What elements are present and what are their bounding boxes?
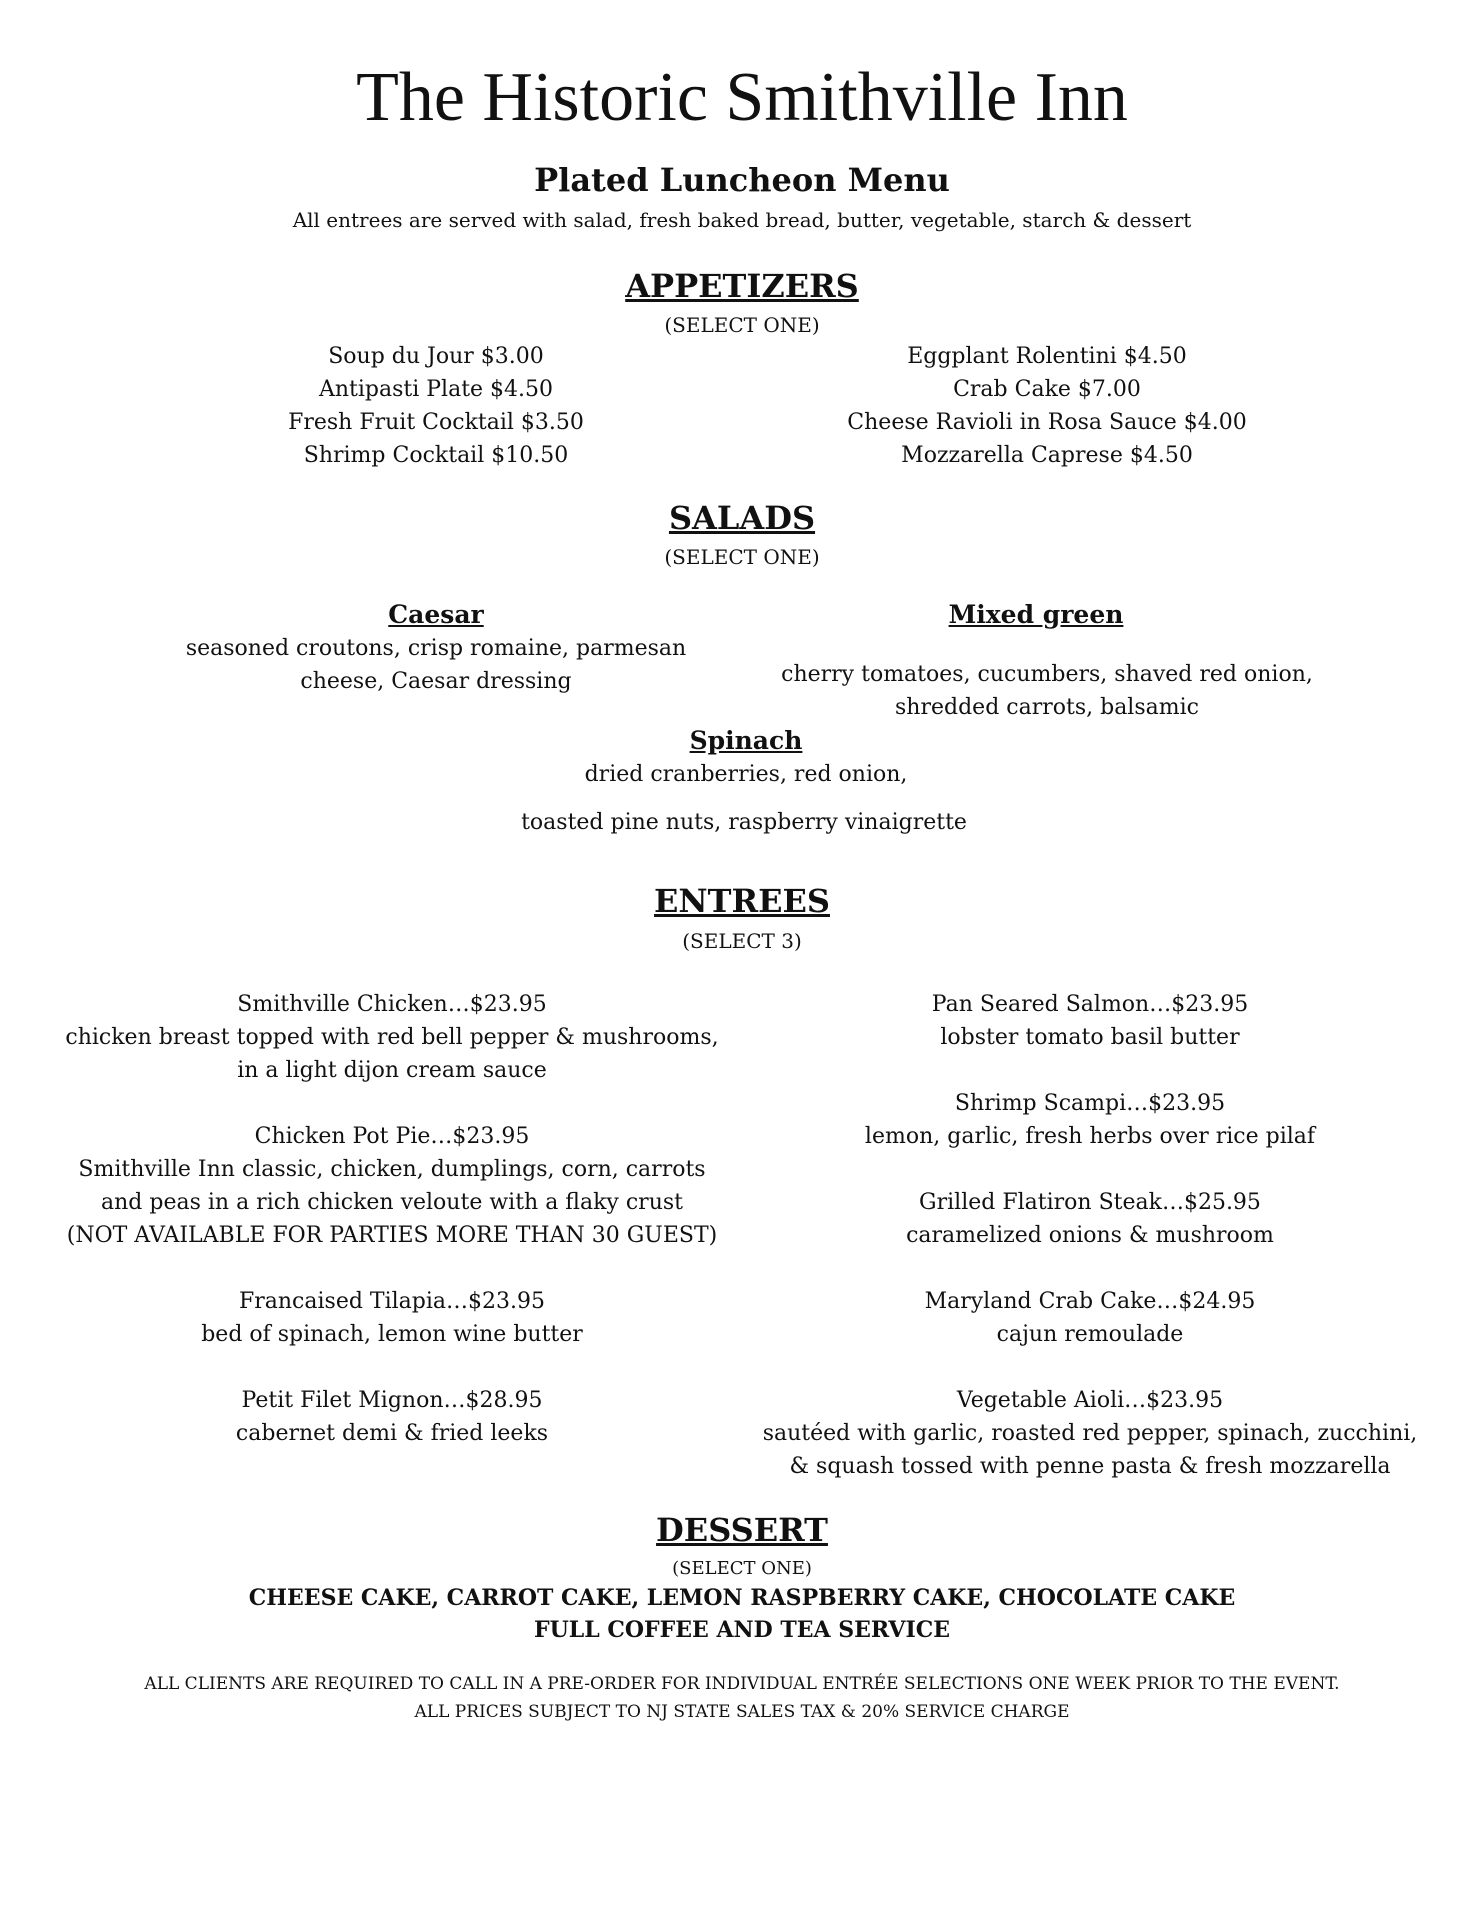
dessert-heading: DESSERT bbox=[656, 1511, 828, 1549]
salads-heading: SALADS bbox=[668, 499, 816, 537]
salad-name: Spinach bbox=[689, 726, 803, 755]
salad-description: dried cranberries, red onion, bbox=[584, 762, 908, 787]
appetizers-heading: APPETIZERS bbox=[625, 267, 859, 305]
entree-description: lemon, garlic, fresh herbs over rice pilaf bbox=[864, 1124, 1316, 1149]
dessert-note: (SELECT ONE) bbox=[672, 1558, 812, 1579]
entrees-right-column bbox=[763, 988, 1418, 1516]
entree-item bbox=[763, 1285, 1418, 1351]
entree-description: bed of spinach, lemon wine butter bbox=[201, 1322, 583, 1347]
entree-item bbox=[763, 1384, 1418, 1483]
appetizer-item: Crab Cake $7.00 bbox=[953, 377, 1141, 402]
entrees-heading: ENTREES bbox=[654, 882, 830, 920]
entree-description: chicken breast topped with red bell pepper & mushrooms, bbox=[65, 1025, 719, 1050]
appetizer-item: Antipasti Plate $4.50 bbox=[318, 377, 554, 402]
appetizer-item: Eggplant Rolentini $4.50 bbox=[907, 344, 1187, 369]
appetizer-item: Soup du Jour $3.00 bbox=[328, 344, 544, 369]
salad-name: Caesar bbox=[388, 600, 484, 629]
appetizers-right-column bbox=[847, 340, 1246, 472]
salad-mixed-green bbox=[949, 598, 1124, 632]
entree-description: cabernet demi & fried leeks bbox=[235, 1421, 549, 1446]
appetizer-item: Fresh Fruit Cocktail $3.50 bbox=[288, 410, 584, 435]
entree-item bbox=[763, 1087, 1418, 1153]
appetizer-item: Shrimp Cocktail $10.50 bbox=[303, 443, 569, 468]
entrees-left-column bbox=[65, 988, 718, 1483]
appetizer-item: Mozzarella Caprese $4.50 bbox=[901, 443, 1193, 468]
entree-description: in a light dijon cream sauce bbox=[237, 1058, 547, 1083]
entree-name: Grilled Flatiron Steak…$25.95 bbox=[919, 1190, 1261, 1215]
entree-item bbox=[763, 1186, 1418, 1252]
footer-preorder-note: ALL CLIENTS ARE REQUIRED TO CALL IN A PRE-ORDER FOR INDIVIDUAL ENTRÉE SELECTIONS ONE WEEK PRIOR TO THE EVENT. bbox=[144, 1674, 1340, 1694]
salad-description: cherry tomatoes, cucumbers, shaved red onion, bbox=[781, 662, 1313, 687]
entrees-note: (SELECT 3) bbox=[682, 929, 802, 953]
entree-description: caramelized onions & mushroom bbox=[906, 1223, 1274, 1248]
dessert-cakes: CHEESE CAKE, CARROT CAKE, LEMON RASPBERRY CAKE, CHOCOLATE CAKE bbox=[248, 1585, 1236, 1611]
entree-name: Shrimp Scampi…$23.95 bbox=[954, 1091, 1226, 1116]
appetizers-left-column bbox=[288, 340, 584, 472]
entree-name: Francaised Tilapia…$23.95 bbox=[238, 1289, 546, 1314]
entree-description: & squash tossed with penne pasta & fresh mozzarella bbox=[789, 1454, 1391, 1479]
entree-description: and peas in a rich chicken veloute with a flaky crust bbox=[101, 1190, 683, 1215]
entree-name: Petit Filet Mignon…$28.95 bbox=[241, 1388, 543, 1413]
entree-name: Chicken Pot Pie…$23.95 bbox=[254, 1124, 530, 1149]
salad-description: seasoned croutons, crisp romaine, parmesan bbox=[185, 636, 687, 661]
entree-item bbox=[763, 988, 1418, 1054]
entree-item bbox=[65, 988, 718, 1087]
entree-description: Smithville Inn classic, chicken, dumplings, corn, carrots bbox=[78, 1157, 706, 1182]
menu-subtitle: Plated Luncheon Menu bbox=[534, 161, 950, 199]
entree-name: Vegetable Aioli…$23.95 bbox=[956, 1388, 1224, 1413]
entree-description: (NOT AVAILABLE FOR PARTIES MORE THAN 30 GUEST) bbox=[66, 1223, 718, 1248]
salad-caesar bbox=[186, 598, 686, 698]
entree-description: cajun remoulade bbox=[996, 1322, 1184, 1347]
page-title: The Historic Smithville Inn bbox=[356, 59, 1128, 136]
entree-description: sautéed with garlic, roasted red pepper, spinach, zucchini, bbox=[762, 1421, 1418, 1446]
salad-spinach bbox=[585, 724, 908, 791]
salad-description: cheese, Caesar dressing bbox=[300, 669, 572, 694]
salad-description: toasted pine nuts, raspberry vinaigrette bbox=[521, 810, 967, 835]
entree-item bbox=[65, 1120, 718, 1252]
appetizer-item: Cheese Ravioli in Rosa Sauce $4.00 bbox=[847, 410, 1247, 435]
entree-name: Maryland Crab Cake…$24.95 bbox=[924, 1289, 1256, 1314]
footer-tax-note: ALL PRICES SUBJECT TO NJ STATE SALES TAX & 20% SERVICE CHARGE bbox=[414, 1702, 1070, 1722]
salads-note: (SELECT ONE) bbox=[664, 545, 820, 569]
entree-item bbox=[65, 1384, 718, 1450]
menu-intro: All entrees are served with salad, fresh baked bread, butter, vegetable, starch & dessert bbox=[292, 208, 1192, 232]
appetizers-note: (SELECT ONE) bbox=[664, 313, 820, 337]
salad-mixed-green-desc bbox=[781, 658, 1313, 724]
entree-item bbox=[65, 1285, 718, 1351]
salad-name: Mixed green bbox=[948, 600, 1124, 629]
entree-description: lobster tomato basil butter bbox=[940, 1025, 1240, 1050]
entree-name: Pan Seared Salmon…$23.95 bbox=[931, 992, 1249, 1017]
salad-description: shredded carrots, balsamic bbox=[895, 695, 1199, 720]
coffee-service: FULL COFFEE AND TEA SERVICE bbox=[533, 1617, 951, 1643]
entree-name: Smithville Chicken…$23.95 bbox=[237, 992, 547, 1017]
